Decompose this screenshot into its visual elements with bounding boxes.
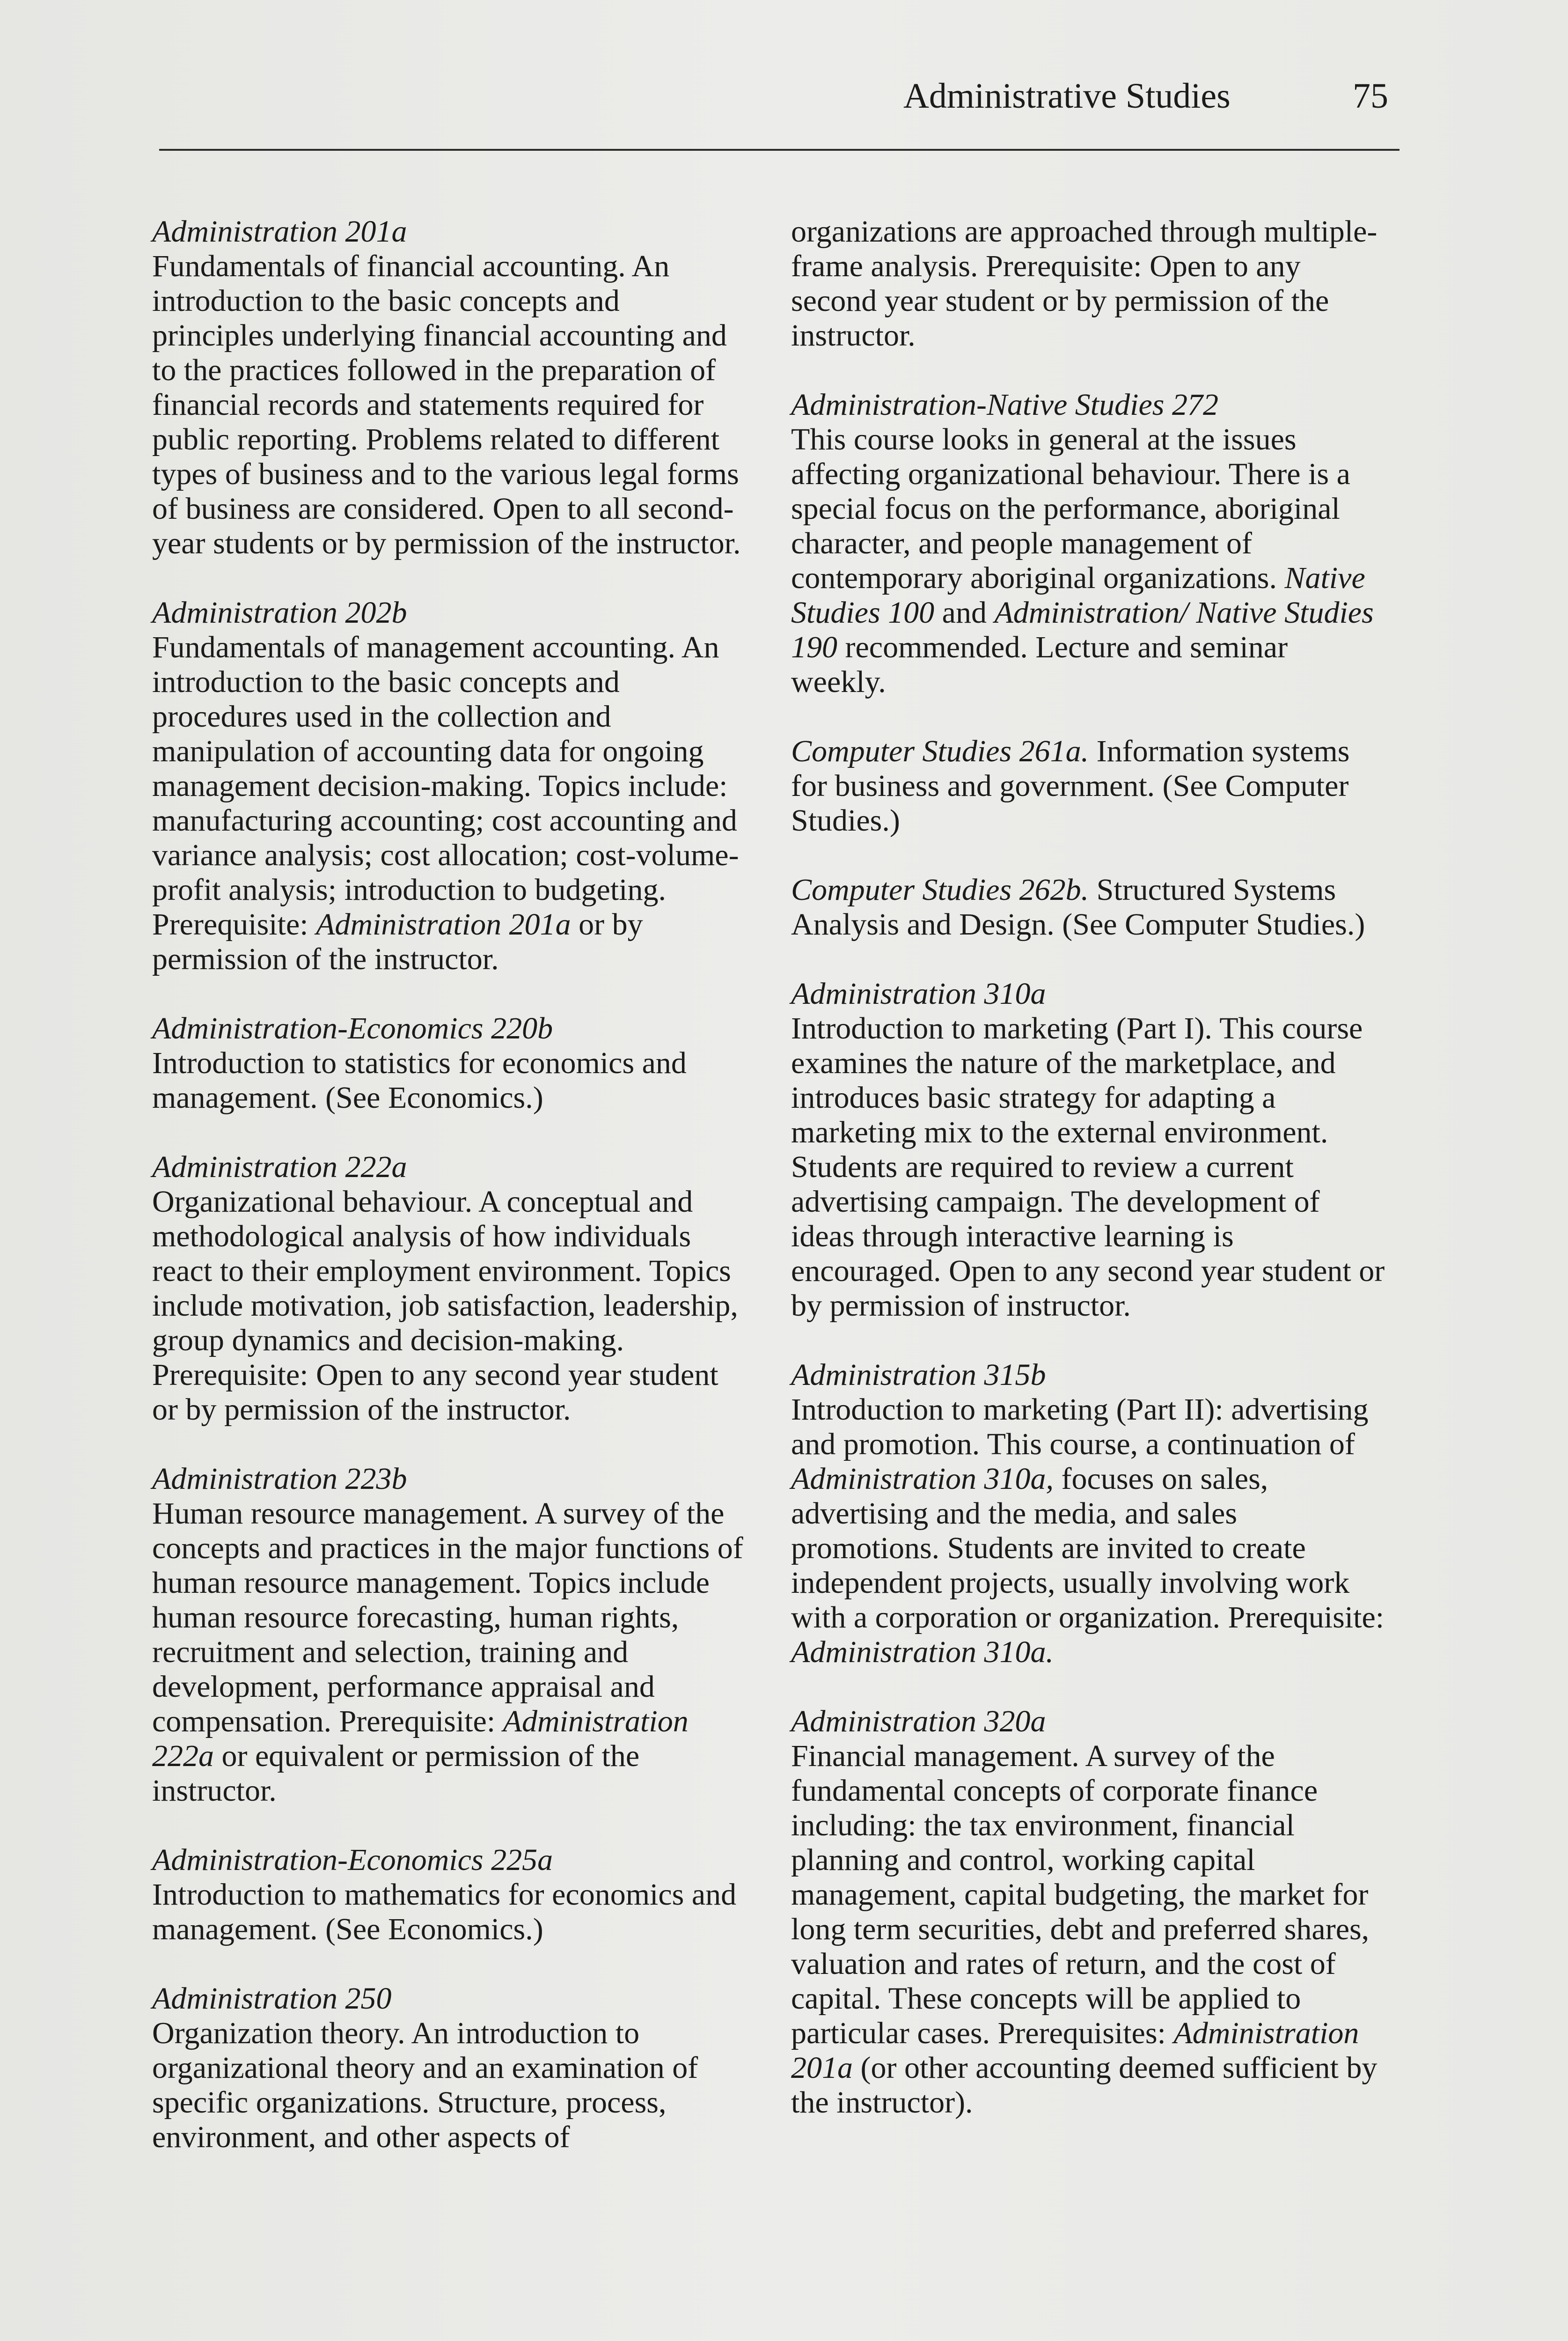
course-title: Administration-Native Studies 272 xyxy=(791,388,1218,422)
description-text: Financial management. A survey of the fundamental concepts of corporate finance including: the tax environment, financial planning and control, working capital management, capital budgeting, the market for long term securities, debt and preferred shares, valuation and rates of return, and the cost of capital. These concepts will be applied to particular cases. Prerequisites: xyxy=(791,1739,1370,2050)
course-entry-admin-320a xyxy=(791,1704,1385,2120)
course-entry-admin-202b xyxy=(152,596,747,977)
description-text: or by permission of the instructor. xyxy=(152,907,643,976)
running-header xyxy=(889,73,1404,119)
description-text: focuses on sales, advertising and the media, and sales promotions. Students are invited to create independent projects, usually involving work with a corporation or organization. Prerequisite: xyxy=(791,1462,1385,1634)
page-number: 75 xyxy=(1353,76,1388,116)
course-entry-admin-222a xyxy=(152,1150,747,1427)
course-description: Organization theory. An introduction to organizational theory and an examination of specific organizations. Structure, process, environment, and other aspects of xyxy=(152,2016,698,2154)
course-entry-compsci-261a xyxy=(791,734,1385,838)
course-reference: Administration 310a. xyxy=(791,1635,1054,1669)
description-text: This course looks in general at the issues affecting organizational behaviour. There is a special focus on the performance, aboriginal character, and people management of contemporary aboriginal organizations. xyxy=(791,422,1350,595)
description-text: and xyxy=(942,596,987,630)
course-title: Administration-Economics 220b xyxy=(152,1011,553,1045)
description-text: Structured Systems Analysis and Design. (See Computer Studies.) xyxy=(791,873,1365,942)
course-title: Computer Studies 261a. xyxy=(791,734,1089,768)
course-description: Introduction to statistics for economics and management. (See Economics.) xyxy=(152,1046,687,1115)
description-text: recommended. Lecture and seminar weekly. xyxy=(791,630,1288,699)
course-reference: Administration 201a xyxy=(316,907,571,942)
course-entry-admin-250 xyxy=(152,1981,747,2155)
course-entry-compsci-262b xyxy=(791,873,1385,942)
course-title: Administration 320a xyxy=(791,1704,1046,1738)
description-text: (or other accounting deemed sufficient by the instructor). xyxy=(791,2051,1377,2120)
course-entry-admin-315b xyxy=(791,1358,1385,1670)
course-description xyxy=(791,1739,1385,2120)
course-description xyxy=(791,422,1385,699)
course-description xyxy=(152,630,747,977)
description-text: or equivalent or permission of the instructor. xyxy=(152,1739,640,1808)
course-title: Administration 250 xyxy=(152,1981,392,2016)
course-description: organizations are approached through multiple-frame analysis. Prerequisite: Open to any second year student or by permission of the instructor. xyxy=(791,214,1377,353)
course-title: Administration 202b xyxy=(152,596,407,630)
header-rule xyxy=(159,149,1399,151)
course-description: Fundamentals of financial accounting. An introduction to the basic concepts and principles underlying financial accounting and to the practices followed in the preparation of financial records and statements required for public reporting. Problems related to different types of business and to the various legal forms of business are considered. Open to all second-year students or by permission of the instructor. xyxy=(152,249,741,560)
course-description xyxy=(152,1496,747,1808)
course-reference: Administration 222a xyxy=(152,1704,689,1773)
left-column xyxy=(152,214,747,2189)
course-description xyxy=(791,1392,1385,1670)
course-entry-admin-310a xyxy=(791,977,1385,1323)
description-text: Information systems for business and government. (See Computer Studies.) xyxy=(791,734,1350,838)
course-reference: Administration 201a xyxy=(791,2016,1359,2085)
right-column xyxy=(791,214,1385,2155)
course-entry-admin-econ-220b xyxy=(152,1011,747,1115)
course-description: Organizational behaviour. A conceptual and methodological analysis of how individuals react to their employment environment. Topics include motivation, job satisfaction, leadership, group dynamics and decision-making. Prerequisite: Open to any second year student or by permission of the instructor. xyxy=(152,1185,738,1427)
course-description: Introduction to mathematics for economics and management. (See Economics.) xyxy=(152,1877,737,1946)
description-text: Fundamentals of management accounting. An introduction to the basic concepts and procedures used in the collection and manipulation of accounting data for ongoing management decision-making. Topics include: manufacturing accounting; cost accounting and variance analysis; cost allocation; cost-volume-profit analysis; introduction to budgeting. Prerequisite: xyxy=(152,630,739,942)
description-text: Human resource management. A survey of the concepts and practices in the major functions of human resource management. Topics include human resource forecasting, human rights, recruitment and selection, training and development, performance appraisal and compensation. Prerequisite: xyxy=(152,1496,743,1738)
course-description xyxy=(791,734,1385,838)
course-entry-admin-223b xyxy=(152,1462,747,1808)
course-description-continued xyxy=(791,214,1385,353)
course-description: Introduction to marketing (Part I). This course examines the nature of the marketplace, and introduces basic strategy for adapting a marketing mix to the external environment. Students are required to review a current advertising campaign. The development of ideas through interactive learning is encouraged. Open to any second year student or by permission of instructor. xyxy=(791,1011,1385,1323)
course-title: Administration-Economics 225a xyxy=(152,1843,553,1877)
course-entry-admin-201a xyxy=(152,214,747,561)
course-description xyxy=(791,873,1385,942)
course-reference: Administration/ Native Studies 190 xyxy=(791,596,1374,664)
course-reference: Native Studies 100 xyxy=(791,561,1365,630)
course-title: Administration 222a xyxy=(152,1150,407,1184)
course-title: Administration 201a xyxy=(152,214,407,249)
course-title: Computer Studies 262b. xyxy=(791,873,1089,907)
course-title: Administration 315b xyxy=(791,1358,1046,1392)
description-text: Introduction to marketing (Part II): advertising and promotion. This course, a continuation of xyxy=(791,1392,1369,1461)
course-entry-admin-econ-225a xyxy=(152,1843,747,1947)
course-title: Administration 223b xyxy=(152,1462,407,1496)
section-title: Administrative Studies xyxy=(903,76,1231,116)
course-reference: Administration 310a, xyxy=(791,1462,1054,1496)
course-entry-admin-native-272 xyxy=(791,388,1385,699)
course-title: Administration 310a xyxy=(791,977,1046,1011)
